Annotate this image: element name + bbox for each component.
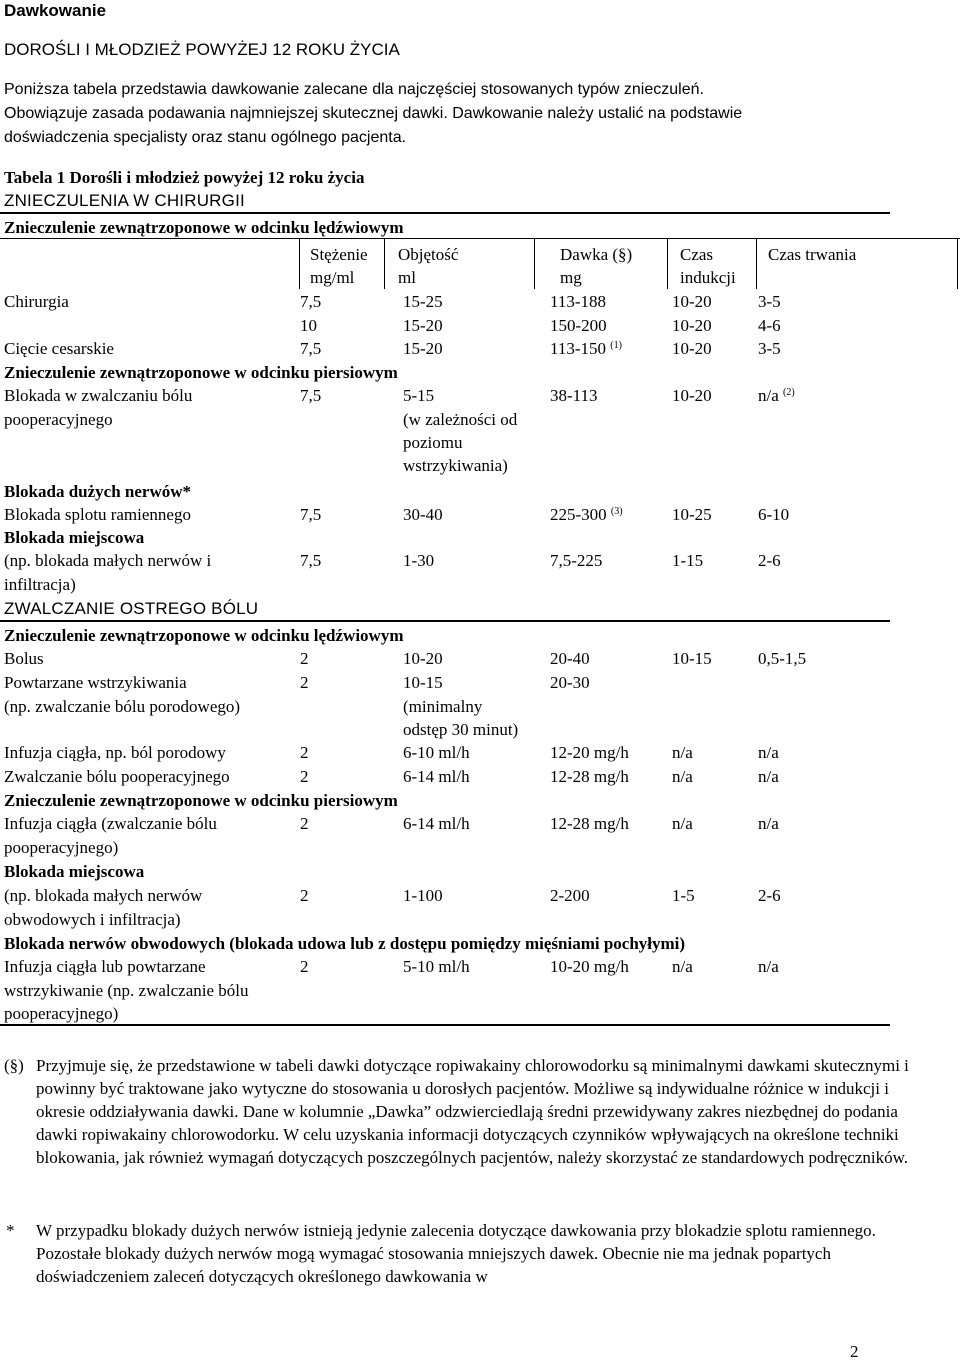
group-thoracic: Znieczulenie zewnątrzoponowe w odcinku piersiowym [4, 791, 398, 810]
table-row [0, 549, 960, 595]
cell-dose: 2-200 [550, 886, 590, 905]
cell-duration: 4-6 [758, 316, 781, 335]
header-divider [299, 239, 300, 289]
header-concentration: Stężenie [310, 245, 368, 264]
row-label: Blokada w zwalczaniu bólu [4, 386, 193, 405]
cell-duration: n/a $^{(2)}$ [758, 386, 795, 405]
header-dose-unit: mg [560, 268, 582, 287]
cell-conc: 7,5 [300, 551, 322, 570]
cell-conc: 7,5 [300, 386, 322, 405]
header-duration: Czas trwania [768, 245, 857, 264]
cell-duration: n/a [758, 957, 779, 976]
cell-onset: 1-15 [672, 551, 704, 570]
cell-duration: 3-5 [758, 339, 781, 358]
group-local: Blokada miejscowa [4, 862, 145, 881]
cell-vol: 15-20 [403, 316, 443, 335]
table-row [0, 955, 960, 1025]
header-divider [756, 239, 757, 289]
header-top-rule [0, 238, 960, 239]
cell-vol: 10-15 [403, 673, 443, 692]
cell-vol: 1-100 [403, 886, 443, 905]
row-label: Zwalczanie bólu pooperacyjnego [4, 767, 230, 786]
header-volume: Objętość [398, 245, 459, 264]
section-title-surgery: ZNIECZULENIA W CHIRURGII [4, 191, 245, 210]
cell-onset: n/a [672, 743, 693, 762]
intro-line-2: Obowiązuje zasada podawania najmniejszej skutecznej dawki. Dawkowanie należy ustalić na podstawie [4, 105, 743, 122]
cell-onset: 1-5 [672, 886, 695, 905]
rule [0, 212, 890, 214]
cell-dose: 20-30 [550, 673, 590, 692]
cell-duration: n/a [758, 814, 779, 833]
table-row [0, 503, 960, 526]
intro-line-3: doświadczenia specjalisty oraz stanu ogólnego pacjenta. [4, 129, 407, 146]
cell-vol: 6-14 ml/h [403, 814, 470, 833]
cell-dose: 20-40 [550, 649, 590, 668]
row-label: Chirurgia [4, 292, 69, 311]
cell-dose: 113-188 [550, 292, 607, 311]
row-label-cont: infiltracja) [4, 575, 76, 594]
rule [0, 620, 890, 622]
cell-vol: 5-10 ml/h [403, 957, 470, 976]
cell-vol-note: (minimalny [403, 697, 483, 716]
row-label-cont: pooperacyjnego) [4, 1004, 119, 1023]
row-label: Infuzja ciągła lub powtarzane [4, 957, 206, 976]
cell-onset: 10-25 [672, 505, 712, 524]
header-volume-unit: ml [398, 268, 416, 287]
cell-dose: 225-300 $^{(3)}$ [550, 505, 623, 524]
cell-conc: 7,5 [300, 339, 322, 358]
page-number: 2 [850, 1342, 859, 1361]
cell-conc: 7,5 [300, 292, 322, 311]
row-label: (np. blokada małych nerwów [4, 886, 203, 905]
row-label: Bolus [4, 649, 44, 668]
cell-vol-note: odstęp 30 minut) [403, 720, 519, 739]
row-label: Cięcie cesarskie [4, 339, 114, 358]
cell-conc: 2 [300, 957, 309, 976]
header-divider [384, 239, 385, 289]
group-thoracic: Znieczulenie zewnątrzoponowe w odcinku piersiowym [4, 363, 398, 382]
row-label-cont: wstrzykiwanie (np. zwalczanie bólu [4, 981, 249, 1000]
row-label-cont: obwodowych i infiltracja) [4, 910, 181, 929]
cell-onset: 10-15 [672, 649, 712, 668]
cell-conc: 2 [300, 673, 309, 692]
cell-dose: 113-150 $^{(1)}$ [550, 339, 622, 358]
table-row [0, 741, 960, 764]
group-local: Blokada miejscowa [4, 528, 145, 547]
section-heading: Dawkowanie [4, 1, 107, 20]
header-divider [667, 239, 668, 289]
table-row [0, 337, 960, 360]
cell-onset: 10-20 [672, 316, 712, 335]
group-lumbar: Znieczulenie zewnątrzoponowe w odcinku lędźwiowym [4, 626, 404, 645]
cell-onset: n/a [672, 814, 693, 833]
cell-vol: 10-20 [403, 649, 443, 668]
table-row [0, 812, 960, 858]
table-bottom-rule [0, 1024, 890, 1026]
cell-vol: 15-20 [403, 339, 443, 358]
footnote-marker-section: (§) [4, 1056, 24, 1075]
group-large-nerves: Blokada dużych nerwów* [4, 482, 192, 501]
cell-vol: 1-30 [403, 551, 435, 570]
row-label: Powtarzane wstrzykiwania [4, 673, 187, 692]
group-lumbar: Znieczulenie zewnątrzoponowe w odcinku lędźwiowym [4, 218, 404, 237]
footnote-marker-asterisk: * [6, 1221, 15, 1240]
header-divider [534, 239, 535, 289]
cell-vol-note: wstrzykiwania) [403, 456, 508, 475]
table-row [0, 884, 960, 930]
cell-duration: 6-10 [758, 505, 790, 524]
cell-vol: 6-14 ml/h [403, 767, 470, 786]
header-divider [957, 239, 958, 289]
table-row [0, 647, 960, 670]
cell-duration: 0,5-1,5 [758, 649, 807, 668]
row-label: Infuzja ciągła, np. ból porodowy [4, 743, 226, 762]
cell-dose: 10-20 mg/h [550, 957, 629, 976]
table-row [0, 765, 960, 788]
cell-vol: 15-25 [403, 292, 443, 311]
cell-conc: 10 [300, 316, 317, 335]
cell-duration: n/a [758, 743, 779, 762]
intro-line-1: Poniższa tabela przedstawia dawkowanie zalecane dla najczęściej stosowanych typów znieczuleń. [4, 81, 704, 98]
row-label: Blokada splotu ramiennego [4, 505, 191, 524]
cell-dose: 38-113 [550, 386, 598, 405]
footnote-large-nerves: W przypadku blokady dużych nerwów istnieją jedynie zalecenia dotyczące dawkowania przy blokadzie splotu ramiennego. Pozostałe blokady dużych nerwów mogą wymagać stosowania mniejszych dawek. Obecnie nie ma jednak popartych doświadczeniem zaleceń dotyczących określonego dawkowania w [36, 1221, 876, 1286]
section-title-acute-pain: ZWALCZANIE OSTREGO BÓLU [4, 599, 259, 618]
cell-conc: 2 [300, 649, 309, 668]
cell-dose: 12-28 mg/h [550, 814, 629, 833]
row-label-cont: pooperacyjnego) [4, 838, 119, 857]
table-row [0, 290, 960, 313]
cell-onset: 10-20 [672, 339, 712, 358]
row-label-cont: pooperacyjnego [4, 410, 113, 429]
cell-duration: 2-6 [758, 886, 781, 905]
cell-onset: n/a [672, 767, 693, 786]
cell-vol: 5-15 [403, 386, 435, 405]
cell-duration: n/a [758, 767, 779, 786]
cell-conc: 2 [300, 767, 309, 786]
header-onset: Czas [680, 245, 714, 264]
cell-conc: 7,5 [300, 505, 322, 524]
table-row [0, 314, 960, 337]
cell-vol: 6-10 ml/h [403, 743, 470, 762]
section-subheading: DOROŚLI I MŁODZIEŻ POWYŻEJ 12 ROKU ŻYCIA [4, 40, 400, 59]
header-concentration-unit: mg/ml [310, 268, 355, 287]
table-row [0, 384, 960, 476]
header-onset-b: indukcji [680, 268, 736, 287]
cell-duration: 3-5 [758, 292, 781, 311]
group-peripheral: Blokada nerwów obwodowych (blokada udowa lub z dostępu pomiędzy mięśniami pochyłymi) [4, 934, 686, 953]
cell-conc: 2 [300, 814, 309, 833]
cell-duration: 2-6 [758, 551, 781, 570]
cell-onset: 10-20 [672, 292, 712, 311]
table-row [0, 671, 960, 741]
cell-dose: 12-28 mg/h [550, 767, 629, 786]
row-label-cont: (np. zwalczanie bólu porodowego) [4, 697, 241, 716]
cell-onset: 10-20 [672, 386, 712, 405]
footnote-dose: Przyjmuje się, że przedstawione w tabeli dawki dotyczące ropiwakainy chlorowodorku są minimalnymi dawkami skutecznymi i powinny być traktowane jako wytyczne do stosowania u dorosłych pacjentów. Możliwe są indywidualne różnice w indukcji i okresie oddziaływania dawki. Dane w kolumnie „Dawka” odzwierciedlają średni przewidywany zakres niezbędnej do podania dawki ropiwakainy chlorowodorku. W celu uzyskania informacji dotyczących czynników wpływających na określone techniki blokowania, jak również wymagań dotyczących poszczególnych pacjentów, należy skorzystać ze standardowych podręczników. [36, 1056, 909, 1167]
cell-dose: 7,5-225 [550, 551, 603, 570]
cell-vol-note: poziomu [403, 433, 463, 452]
cell-dose: 150-200 [550, 316, 607, 335]
cell-vol: 30-40 [403, 505, 443, 524]
row-label: Infuzja ciągła (zwalczanie bólu [4, 814, 217, 833]
cell-dose: 12-20 mg/h [550, 743, 629, 762]
cell-conc: 2 [300, 743, 309, 762]
table-caption: Tabela 1 Dorośli i młodzież powyżej 12 roku życia [4, 168, 365, 187]
header-dose: Dawka (§) [560, 245, 633, 264]
cell-conc: 2 [300, 886, 309, 905]
cell-onset: n/a [672, 957, 693, 976]
row-label: (np. blokada małych nerwów i [4, 551, 212, 570]
cell-vol-note: (w zależności od [403, 410, 518, 429]
